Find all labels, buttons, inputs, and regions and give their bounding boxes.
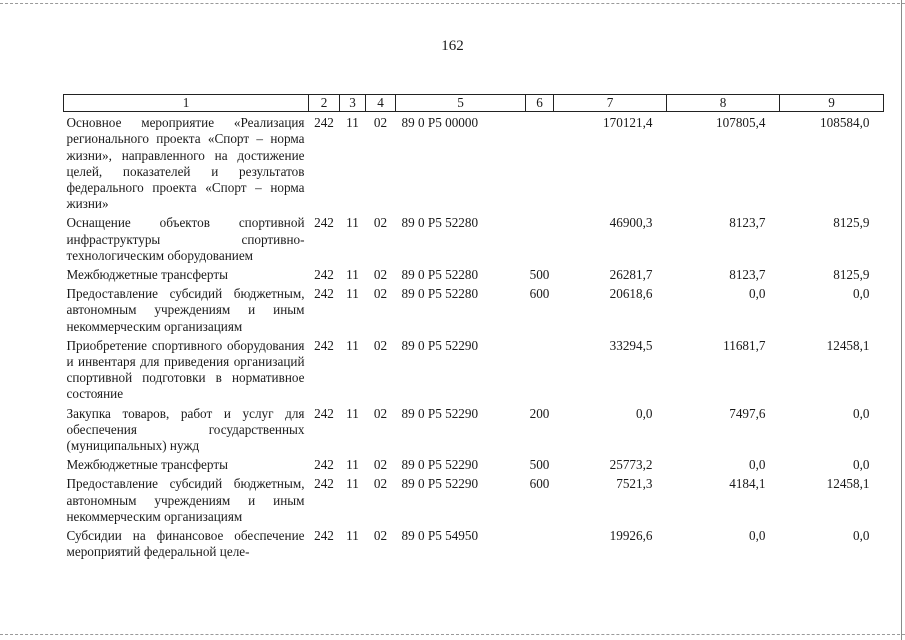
row-expense-type: 600 <box>529 286 550 302</box>
scan-edge-bottom <box>0 634 905 635</box>
table-row <box>64 264 884 283</box>
header-col-6: 6 <box>526 95 554 112</box>
table-row <box>64 525 884 560</box>
row-subsection-code: 02 <box>373 286 388 302</box>
header-col-5: 5 <box>396 95 526 112</box>
row-amount-col7: 25773,2 <box>609 457 653 473</box>
row-name: Оснащение объектов спортивной инфраструктуры спортивно-технологическим оборудованием <box>66 215 305 263</box>
row-section-code: 11 <box>346 476 359 492</box>
table-header-row <box>64 95 884 112</box>
row-amount-col8: 0,0 <box>749 528 766 544</box>
row-expense-type <box>526 525 554 560</box>
row-subsection-code: 02 <box>373 215 388 231</box>
row-amount-col7: 33294,5 <box>609 337 653 353</box>
row-expense-type: 600 <box>529 476 550 492</box>
row-amount-col9: 12458,1 <box>826 476 870 492</box>
row-amount-col8: 8123,7 <box>729 215 766 231</box>
row-section-code: 11 <box>346 405 359 421</box>
page-number: 162 <box>441 38 464 54</box>
row-name: Межбюджетные трансферты <box>66 267 228 283</box>
row-ministry-code: 242 <box>314 337 334 353</box>
row-target-article: 89 0 P5 52290 <box>401 457 479 473</box>
row-amount-col8: 7497,6 <box>729 405 766 421</box>
header-col-9: 9 <box>780 95 884 112</box>
header-col-2: 2 <box>309 95 340 112</box>
row-subsection-code: 02 <box>373 267 388 283</box>
row-ministry-code: 242 <box>314 457 334 473</box>
table-row <box>64 212 884 264</box>
header-col-4: 4 <box>366 95 396 112</box>
header-col-8: 8 <box>667 95 780 112</box>
row-target-article: 89 0 P5 52280 <box>401 286 479 302</box>
row-subsection-code: 02 <box>373 528 388 544</box>
row-target-article: 89 0 P5 52290 <box>401 476 479 492</box>
row-ministry-code: 242 <box>314 286 334 302</box>
row-expense-type <box>526 335 554 403</box>
row-subsection-code: 02 <box>373 405 388 421</box>
row-expense-type <box>526 112 554 213</box>
row-expense-type <box>526 212 554 264</box>
row-amount-col9: 8125,9 <box>833 215 870 231</box>
row-section-code: 11 <box>346 115 359 131</box>
row-amount-col9: 0,0 <box>853 457 870 473</box>
row-section-code: 11 <box>346 337 359 353</box>
row-ministry-code: 242 <box>314 267 334 283</box>
row-target-article: 89 0 P5 52280 <box>401 215 479 231</box>
row-amount-col7: 20618,6 <box>609 286 653 302</box>
row-section-code: 11 <box>346 457 359 473</box>
row-name: Субсидии на финансовое обеспечение мероприятий федеральной целе- <box>66 528 305 560</box>
row-ministry-code: 242 <box>314 405 334 421</box>
row-amount-col9: 108584,0 <box>820 115 870 131</box>
row-amount-col8: 11681,7 <box>723 337 766 353</box>
table-row <box>64 454 884 473</box>
row-target-article: 89 0 P5 52290 <box>401 337 479 353</box>
scan-edge-right <box>901 0 902 640</box>
table-row <box>64 112 884 213</box>
row-amount-col7: 19926,6 <box>609 528 653 544</box>
row-subsection-code: 02 <box>373 115 388 131</box>
row-subsection-code: 02 <box>373 457 388 473</box>
row-amount-col9: 0,0 <box>853 286 870 302</box>
header-col-3: 3 <box>340 95 366 112</box>
scan-edge-top <box>0 3 905 4</box>
row-amount-col7: 0,0 <box>636 405 653 421</box>
table-row <box>64 335 884 403</box>
row-section-code: 11 <box>346 267 359 283</box>
row-amount-col7: 26281,7 <box>609 267 653 283</box>
table-row <box>64 403 884 455</box>
row-ministry-code: 242 <box>314 115 334 131</box>
row-name: Предоставление субсидий бюджетным, автономным учреждениям и иным некоммерческим организациям <box>66 476 305 524</box>
row-amount-col8: 107805,4 <box>716 115 766 131</box>
row-section-code: 11 <box>346 286 359 302</box>
row-amount-col9: 0,0 <box>853 405 870 421</box>
row-name: Основное мероприятие «Реализация регионального проекта «Спорт – норма жизни», направленного на достижение целей, показателей и результатов федерального проекта «Спорт – норма жизни» <box>66 115 305 212</box>
row-subsection-code: 02 <box>373 337 388 353</box>
row-ministry-code: 242 <box>314 528 334 544</box>
row-amount-col7: 7521,3 <box>616 476 653 492</box>
row-section-code: 11 <box>346 215 359 231</box>
row-ministry-code: 242 <box>314 215 334 231</box>
row-amount-col7: 170121,4 <box>603 115 653 131</box>
row-target-article: 89 0 P5 52290 <box>401 405 479 421</box>
row-amount-col8: 4184,1 <box>729 476 766 492</box>
row-amount-col8: 0,0 <box>749 457 766 473</box>
header-col-1: 1 <box>64 95 309 112</box>
row-ministry-code: 242 <box>314 476 334 492</box>
row-expense-type: 200 <box>529 405 550 421</box>
budget-table <box>63 94 884 560</box>
row-amount-col9: 8125,9 <box>833 267 870 283</box>
row-target-article: 89 0 P5 52280 <box>401 267 479 283</box>
row-amount-col8: 0,0 <box>749 286 766 302</box>
row-amount-col9: 12458,1 <box>826 337 870 353</box>
row-target-article: 89 0 P5 54950 <box>401 528 479 544</box>
row-target-article: 89 0 P5 00000 <box>401 115 479 131</box>
row-name: Предоставление субсидий бюджетным, автономным учреждениям и иным некоммерческим организациям <box>66 286 305 334</box>
row-name: Закупка товаров, работ и услуг для обеспечения государственных (муниципальных) нужд <box>66 405 305 454</box>
row-expense-type: 500 <box>529 457 550 473</box>
table-row <box>64 473 884 525</box>
row-amount-col8: 8123,7 <box>729 267 766 283</box>
row-amount-col9: 0,0 <box>853 528 870 544</box>
row-section-code: 11 <box>346 528 359 544</box>
row-subsection-code: 02 <box>373 476 388 492</box>
table-row <box>64 283 884 335</box>
row-amount-col7: 46900,3 <box>609 215 653 231</box>
header-col-7: 7 <box>554 95 667 112</box>
row-name: Межбюджетные трансферты <box>66 457 228 473</box>
row-name: Приобретение спортивного оборудования и инвентаря для приведения организаций спортивной подготовки в нормативное состояние <box>66 337 305 402</box>
row-expense-type: 500 <box>529 267 550 283</box>
